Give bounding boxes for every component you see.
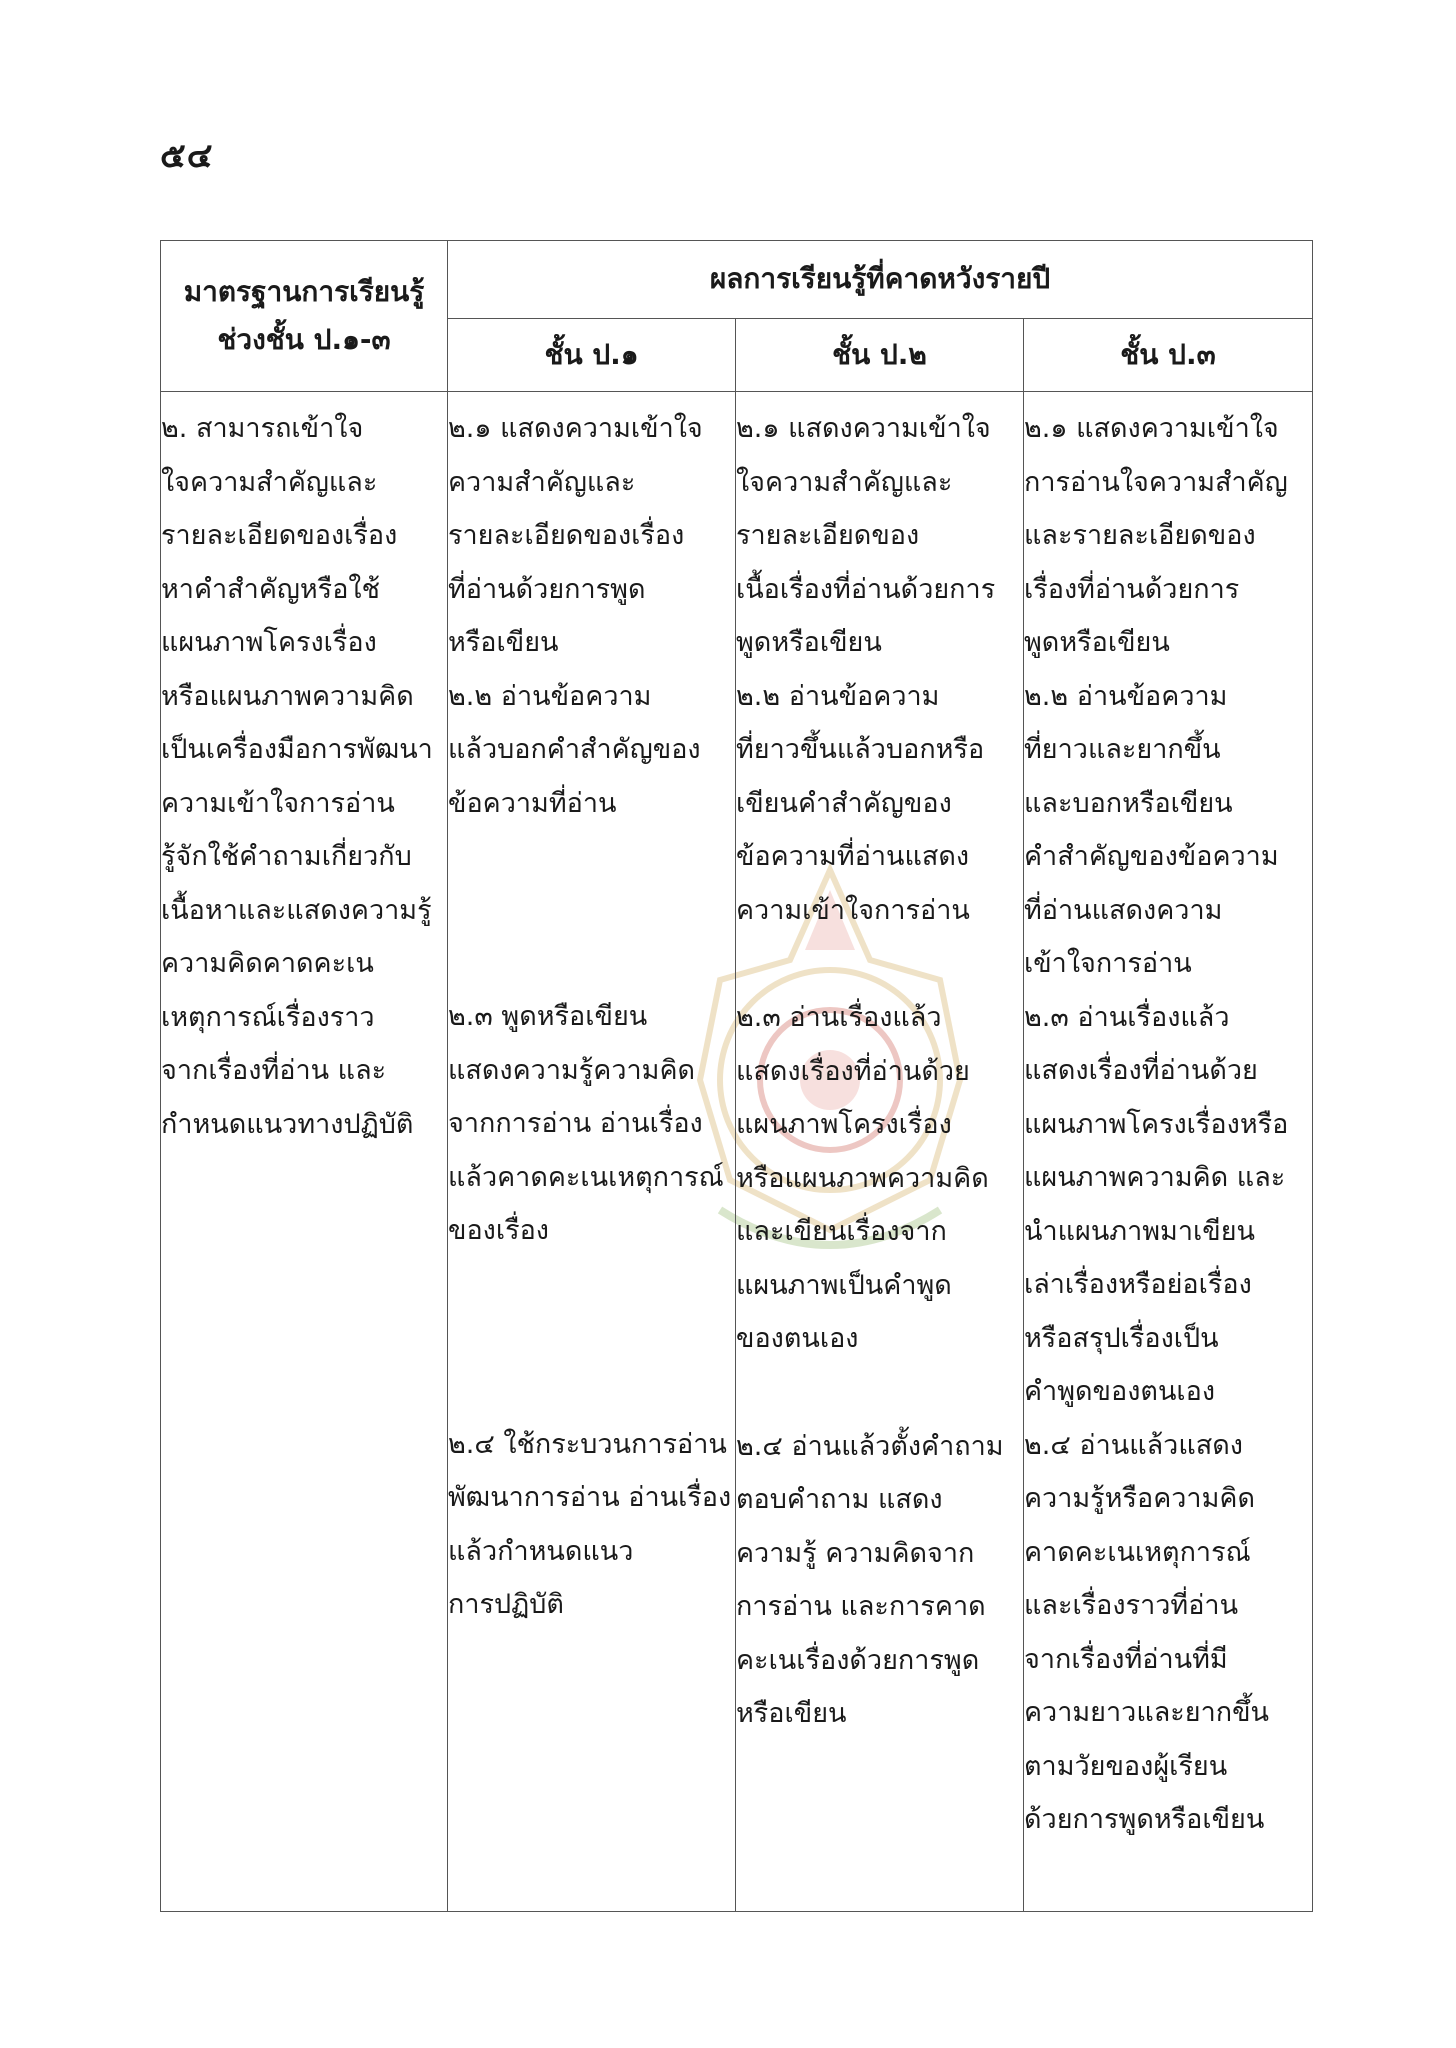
header-grade-3: ชั้น ป.๓ bbox=[1024, 318, 1313, 391]
page-number: ๕๔ bbox=[160, 136, 214, 176]
grade-3-item-2: ๒.๒ อ่านข้อความ ที่ยาวและยากขึ้น และบอกหรือเขียน คำสำคัญของข้อความ ที่อ่านแสดงความ เข้าใจการอ่าน bbox=[1024, 680, 1279, 979]
grade-2-item-3: ๒.๓ อ่านเรื่องแล้ว แสดงเรื่องที่อ่านด้วย แผนภาพโครงเรื่อง หรือแผนภาพความคิด และเขียนเรื่องจาก แผนภาพเป็นคำพูด ของตนเอง bbox=[736, 1002, 989, 1354]
grade-1-item-1: ๒.๑ แสดงความเข้าใจ ความสำคัญและ รายละเอียดของเรื่อง ที่อ่านด้วยการพูด หรือเขียน bbox=[448, 413, 703, 658]
grade-2-item-2: ๒.๒ อ่านข้อความ ที่ยาวขึ้นแล้วบอกหรือ เขียนคำสำคัญของ ข้อความที่อ่านแสดง ความเข้าใจการอ่าน bbox=[736, 680, 985, 926]
header-grade-2: ชั้น ป.๒ bbox=[736, 318, 1024, 391]
grade-2-item-1: ๒.๑ แสดงความเข้าใจ ใจความสำคัญและ รายละเอียดของ เนื้อเรื่องที่อ่านด้วยการ พูดหรือเขียน bbox=[736, 413, 996, 658]
grade-1-item-3: ๒.๓ พูดหรือเขียน แสดงความรู้ความคิด จากการอ่าน อ่านเรื่อง แล้วคาดคะเนเหตุการณ์ ของเรื่อง bbox=[448, 1001, 724, 1246]
grade-3-item-1: ๒.๑ แสดงความเข้าใจ การอ่านใจความสำคัญ และรายละเอียดของ เรื่องที่อ่านด้วยการ พูดหรือเขียน bbox=[1024, 413, 1288, 658]
curriculum-table bbox=[160, 240, 1313, 1912]
grade-2-cell bbox=[736, 392, 1024, 1912]
standard-text: ๒. สามารถเข้าใจ ใจความสำคัญและ รายละเอียดของเรื่อง หาคำสำคัญหรือใช้ แผนภาพโครงเรื่อง หรือแผนภาพความคิด เป็นเครื่องมือการพัฒนา ความเข้าใจการอ่าน รู้จักใช้คำถามเกี่ยวกับ เนื้อหาและแสดงความรู้ ความคิดคาดคะเน เหตุการณ์เรื่องราว จากเรื่องที่อ่าน และ กำหนดแนวทางปฏิบัติ bbox=[161, 413, 433, 1140]
header-standard: มาตรฐานการเรียนรู้ ช่วงชั้น ป.๑-๓ bbox=[161, 241, 448, 392]
grade-1-item-2: ๒.๒ อ่านข้อความ แล้วบอกคำสำคัญของ ข้อความที่อ่าน bbox=[448, 680, 701, 819]
grade-3-item-3: ๒.๓ อ่านเรื่องแล้ว แสดงเรื่องที่อ่านด้วย แผนภาพโครงเรื่องหรือ แผนภาพความคิด และ นำแผนภาพมาเขียน เล่าเรื่องหรือย่อเรื่อง หรือสรุปเรื่องเป็น คำพูดของตนเอง bbox=[1024, 1001, 1289, 1407]
grade-3-item-4: ๒.๔ อ่านแล้วแสดง ความรู้หรือความคิด คาดคะเนเหตุการณ์ และเรื่องราวที่อ่าน จากเรื่องที่อ่านที่มี ความยาวและยากขึ้น ตามวัยของผู้เรียน ด้วยการพูดหรือเขียน bbox=[1024, 1429, 1270, 1835]
header-expected-outcomes: ผลการเรียนรู้ที่คาดหวังรายปี bbox=[448, 241, 1313, 319]
grade-1-item-4: ๒.๔ ใช้กระบวนการอ่าน พัฒนาการอ่าน อ่านเรื่อง แล้วกำหนดแนว การปฏิบัติ bbox=[448, 1428, 732, 1620]
grade-3-cell bbox=[1024, 392, 1313, 1912]
grade-2-item-4: ๒.๔ อ่านแล้วตั้งคำถาม ตอบคำถาม แสดง ความรู้ ความคิดจาก การอ่าน และการคาด คะเนเรื่องด้วยการพูด หรือเขียน bbox=[736, 1430, 1004, 1729]
grade-1-cell bbox=[448, 392, 736, 1912]
standard-cell bbox=[161, 392, 448, 1912]
header-grade-1: ชั้น ป.๑ bbox=[448, 318, 736, 391]
